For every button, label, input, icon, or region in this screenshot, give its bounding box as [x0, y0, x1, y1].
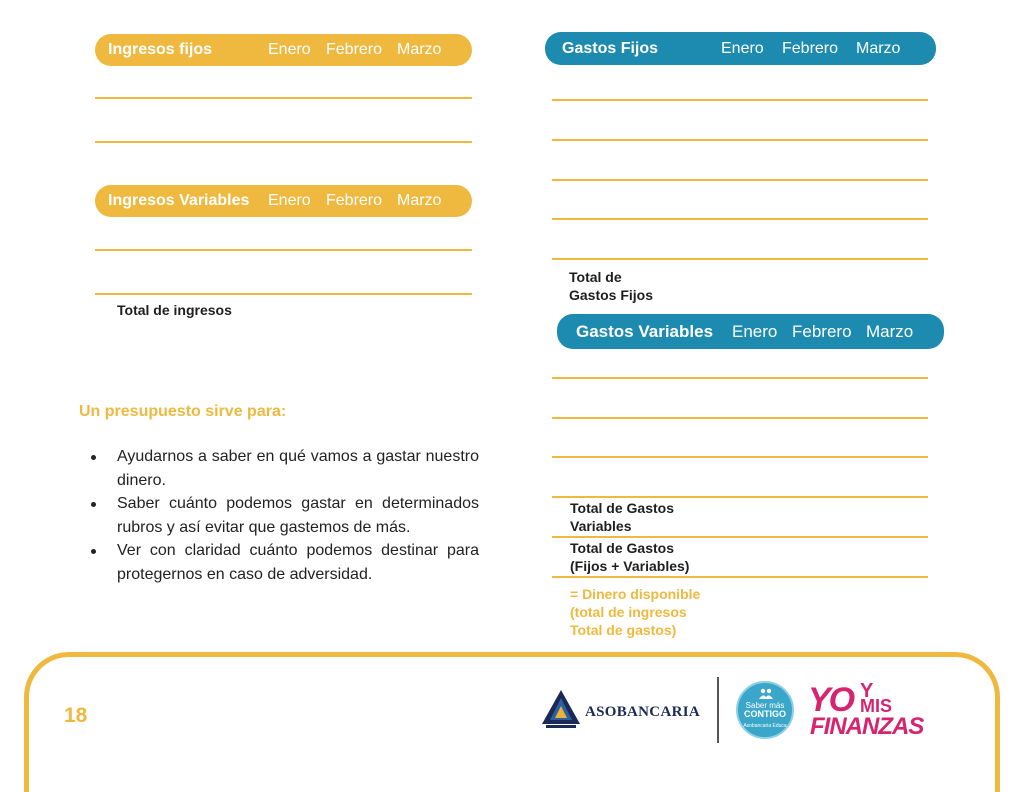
list-item: Ayudarnos a saber en qué vamos a gastar nuestro dinero.	[79, 445, 479, 492]
ingresos-fijos-header	[95, 34, 472, 66]
total-gastos-fijos-label	[569, 268, 653, 304]
month-febrero: Febrero	[326, 192, 383, 209]
list-item: Ver con claridad cuánto podemos destinar para protegernos en caso de adversidad.	[79, 539, 479, 586]
badge-line1: Saber más	[745, 701, 785, 710]
month-enero: Enero	[732, 321, 778, 341]
ingresos-fijos-line-1	[95, 97, 472, 99]
total-gastos-variables-line	[552, 536, 928, 538]
ingresos-variables-line-1	[95, 249, 472, 251]
badge-line3: Asobancaria Educa	[743, 723, 787, 729]
gastos-variables-line-1	[552, 377, 928, 379]
logo-finanzas: FINANZAS	[810, 713, 924, 740]
gastos-variables-line-3	[552, 456, 928, 458]
gastos-fijos-line-5	[552, 258, 928, 260]
total-gastos-label	[570, 539, 689, 575]
list-item: Saber cuánto podemos gastar en determinados rubros y así evitar que gastemos de más.	[79, 492, 479, 539]
total-gastos-line1: Total de Gastos	[570, 540, 674, 556]
badge-line2: CONTIGO	[744, 709, 786, 719]
logo-yo: YO	[808, 681, 854, 719]
saber-mas-contigo-badge	[736, 681, 794, 739]
gastos-fijos-header	[545, 32, 936, 65]
gastos-fijos-line-2	[552, 139, 928, 141]
month-enero: Enero	[268, 192, 311, 209]
month-febrero: Febrero	[782, 39, 839, 57]
gastos-fijos-label: Gastos Fijos	[562, 39, 659, 57]
month-febrero: Febrero	[326, 41, 383, 58]
month-marzo: Marzo	[397, 41, 442, 58]
asobancaria-logo-icon	[542, 690, 580, 730]
month-marzo: Marzo	[856, 39, 901, 57]
total-gastos-variables-line2: Variables	[570, 518, 632, 534]
asobancaria-wordmark: ASOBANCARIA	[585, 704, 700, 720]
total-gastos-variables-label	[570, 499, 674, 535]
ingresos-variables-label: Ingresos Variables	[108, 192, 250, 209]
dinero-disponible-line1: = Dinero disponible	[570, 586, 701, 602]
people-icon	[759, 688, 773, 700]
ingresos-fijos-line-2	[95, 141, 472, 143]
presupuesto-list	[79, 445, 479, 586]
ingresos-variables-line-2	[95, 293, 472, 295]
footer-divider	[717, 677, 719, 743]
gastos-variables-line-2	[552, 417, 928, 419]
ingresos-variables-header	[95, 185, 472, 217]
total-gastos-fijos-line1: Total de	[569, 269, 622, 285]
dinero-disponible-line3: Total de gastos)	[570, 622, 677, 638]
dinero-disponible-line2: (total de ingresos	[570, 604, 687, 620]
total-gastos-variables-line1: Total de Gastos	[570, 500, 674, 516]
gastos-variables-label: Gastos Variables	[576, 321, 714, 341]
logo-mis: MIS	[860, 696, 893, 716]
gastos-variables-header	[557, 314, 944, 349]
month-marzo: Marzo	[397, 192, 442, 209]
dinero-disponible-label	[570, 585, 700, 639]
month-febrero: Febrero	[792, 321, 852, 341]
total-gastos-fijos-line2: Gastos Fijos	[569, 287, 654, 303]
month-enero: Enero	[268, 41, 311, 58]
total-ingresos-label: Total de ingresos	[117, 302, 232, 318]
logo-y: Y	[860, 680, 874, 702]
total-gastos-line	[552, 576, 928, 578]
month-enero: Enero	[721, 39, 764, 57]
gastos-variables-line-4	[552, 496, 928, 498]
yo-y-mis-finanzas-logo	[808, 680, 928, 741]
page-number: 18	[64, 704, 88, 727]
total-gastos-line2: (Fijos + Variables)	[570, 558, 690, 574]
month-marzo: Marzo	[866, 321, 914, 341]
ingresos-fijos-label: Ingresos fijos	[108, 41, 213, 58]
gastos-fijos-line-1	[552, 99, 928, 101]
presupuesto-title: Un presupuesto sirve para:	[79, 403, 287, 420]
gastos-fijos-line-4	[552, 218, 928, 220]
gastos-fijos-line-3	[552, 179, 928, 181]
